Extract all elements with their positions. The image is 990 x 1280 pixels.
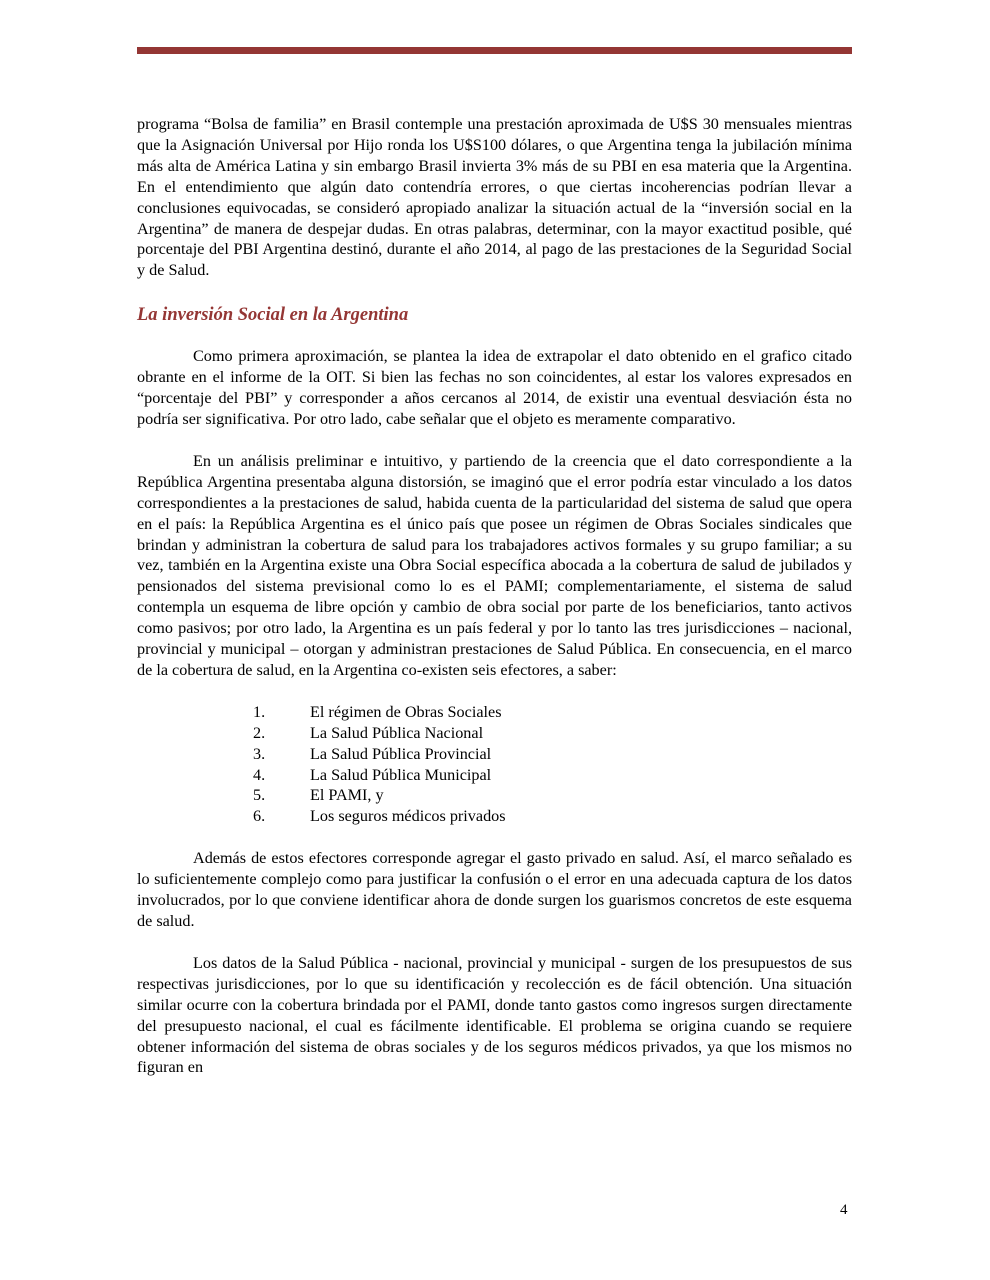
list-item-label: La Salud Pública Nacional [310,723,484,742]
list-item-number: 3. [253,744,266,763]
list-item-number: 4. [253,765,266,784]
list-item-label: Los seguros médicos privados [310,807,506,826]
page-number: 4 [840,1202,848,1218]
list-item-label: El régimen de Obras Sociales [310,702,502,721]
list-item-number: 6. [253,807,266,826]
list-item [137,723,852,744]
list-item [137,806,852,827]
paragraph-analisis: En un análisis preliminar e intuitivo, y partiendo de la creencia que el dato correspondiente a la República Argentina presentaba alguna distorsión, se imaginó que el error podría estar vinculado a los datos correspondientes a la prestaciones de salud, habida cuenta de la particularidad del sistema de salud que opera en el país: la República Argentina es el único país que posee un régimen de Obras Sociales sindicales que brindan y administran la cobertura de salud para los trabajadores activos formales y su grupo familiar; a su vez, también en la Argentina existe una Obra Social específica abocada a la cobertura de salud de jubilados y pensionados del sistema previsional como lo es el PAMI; complementariamente, el sistema de salud contempla un esquema de libre opción y cambio de obra social por parte de los beneficiarios, tanto activos como pasivos; por otro lado, la Argentina es un país federal y por lo tanto las tres jurisdicciones – nacional, provincial y municipal – otorgan y administran prestaciones de Salud Pública. En consecuencia, en el marco de la cobertura de salud, en la Argentina co-existen seis efectores, a saber: [137,451,852,679]
list-item-label: La Salud Pública Provincial [310,744,492,763]
list-item-label: La Salud Pública Municipal [310,765,492,784]
list-item [137,744,852,765]
section-heading: La inversión Social en la Argentina [137,305,409,326]
list-item [137,765,852,786]
list-item-number: 5. [253,786,266,805]
list-item-label: El PAMI, y [310,786,384,805]
list-item [137,702,852,723]
paragraph-gasto-privado: Además de estos efectores corresponde agregar el gasto privado en salud. Así, el marco señalado es lo suficientemente complejo como para justificar la confusión o el error en una adecuada captura de los datos involucrados, por lo que conviene identificar ahora de donde surgen los guarismos concretos de este esquema de salud. [137,849,852,930]
paragraph-intro: programa “Bolsa de familia” en Brasil contemple una prestación aproximada de U$S 30 mensuales mientras que la Asignación Universal por Hijo ronda los U$S100 dólares, o que Argentina tenga la jubilación mínima más alta de América Latina y sin embargo Brasil invierta 3% más de su PBI en esa materia que la Argentina. En el entendimiento que algún dato contendría errores, o que ciertas incoherencias podrían llevar a conclusiones equivocadas, se consideró apropiado analizar la situación actual de la “inversión social en la Argentina” de manera de despejar dudas. En otras palabras, determinar, con la mayor exactitud posible, qué porcentaje del PBI Argentina destinó, durante el año 2014, al pago de las prestaciones de la Seguridad Social y de Salud. [137,115,852,280]
list-item-number: 1. [253,702,266,721]
list-item [137,785,852,806]
efectores-list [137,702,852,827]
document-body [137,114,852,1078]
paragraph-aproximacion: Como primera aproximación, se plantea la idea de extrapolar el dato obtenido en el grafico citado obrante en el informe de la OIT. Si bien las fechas no son coincidentes, al estar los valores expresados en “porcentaje del PBI” y corresponder a años cercanos al 2014, de existir una eventual desviación ésta no podría ser significativa. Por otro lado, cabe señalar que el objeto es meramente comparativo. [137,347,852,428]
header-rule [137,47,852,54]
list-item-number: 2. [253,723,266,742]
paragraph-salud-publica: Los datos de la Salud Pública - nacional, provincial y municipal - surgen de los presupuestos de sus respectivas jurisdicciones, por lo que su identificación y recolección es de fácil obtención. Una situación similar ocurre con la cobertura brindada por el PAMI, donde tanto gastos como ingresos surgen directamente del presupuesto nacional, el cual es fácilmente identificable. El problema se origina cuando se requiere obtener información del sistema de obras sociales y de los seguros médicos privados, ya que los mismos no figuran en [137,953,852,1077]
